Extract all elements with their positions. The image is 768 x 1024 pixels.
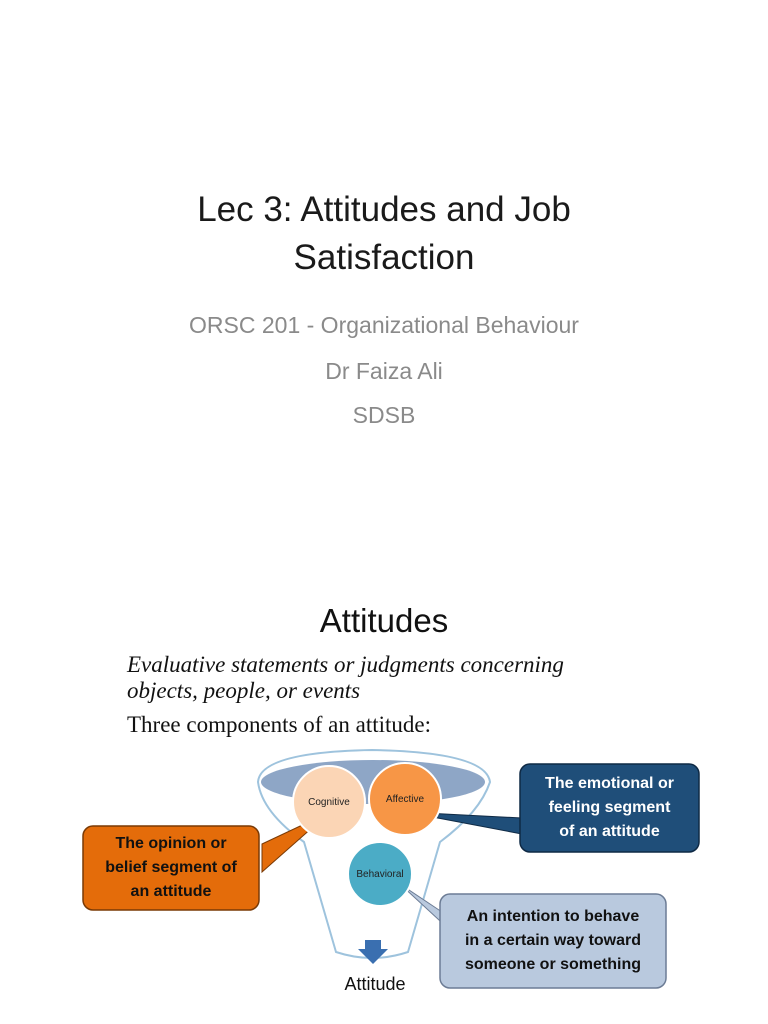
cognitive-callout-line: belief segment of [105,859,237,876]
affective-callout-line: The emotional or [545,775,674,792]
definition-line-2: objects, people, or events [127,678,361,703]
affective-callout-line: of an attitude [559,823,660,840]
cognitive-label: Cognitive [308,797,350,808]
components-label: Three components of an attitude: [127,712,432,737]
definition-line-1: Evaluative statements or judgments concerning [127,652,564,677]
school-name: SDSB [352,402,416,428]
cognitive-callout [83,826,259,910]
lecturer-name: Dr Faiza Ali [325,358,443,384]
behavioral-callout-line: in a certain way toward [464,932,642,949]
affective-callout-line: feeling segment [548,799,671,816]
behavioral-callout [440,894,666,988]
course-subtitle: ORSC 201 - Organizational Behaviour [189,312,579,338]
title-line-1: Lec 3: Attitudes and Job [197,190,571,229]
attitudes-slide [0,512,768,1024]
affective-callout [520,764,699,852]
behavioral-callout-line: someone or something [464,956,642,973]
behavioral-callout-line: An intention to behave [466,908,640,925]
cognitive-callout-line: The opinion or [115,835,227,852]
behavioral-label: Behavioral [356,869,404,880]
attitude-output-label: Attitude [344,974,406,994]
slide-title [0,186,768,282]
slide-title: Attitudes [319,602,449,639]
cognitive-callout-line: an attitude [130,883,212,900]
affective-label: Affective [385,794,425,805]
title-line-2: Satisfaction [293,238,475,277]
